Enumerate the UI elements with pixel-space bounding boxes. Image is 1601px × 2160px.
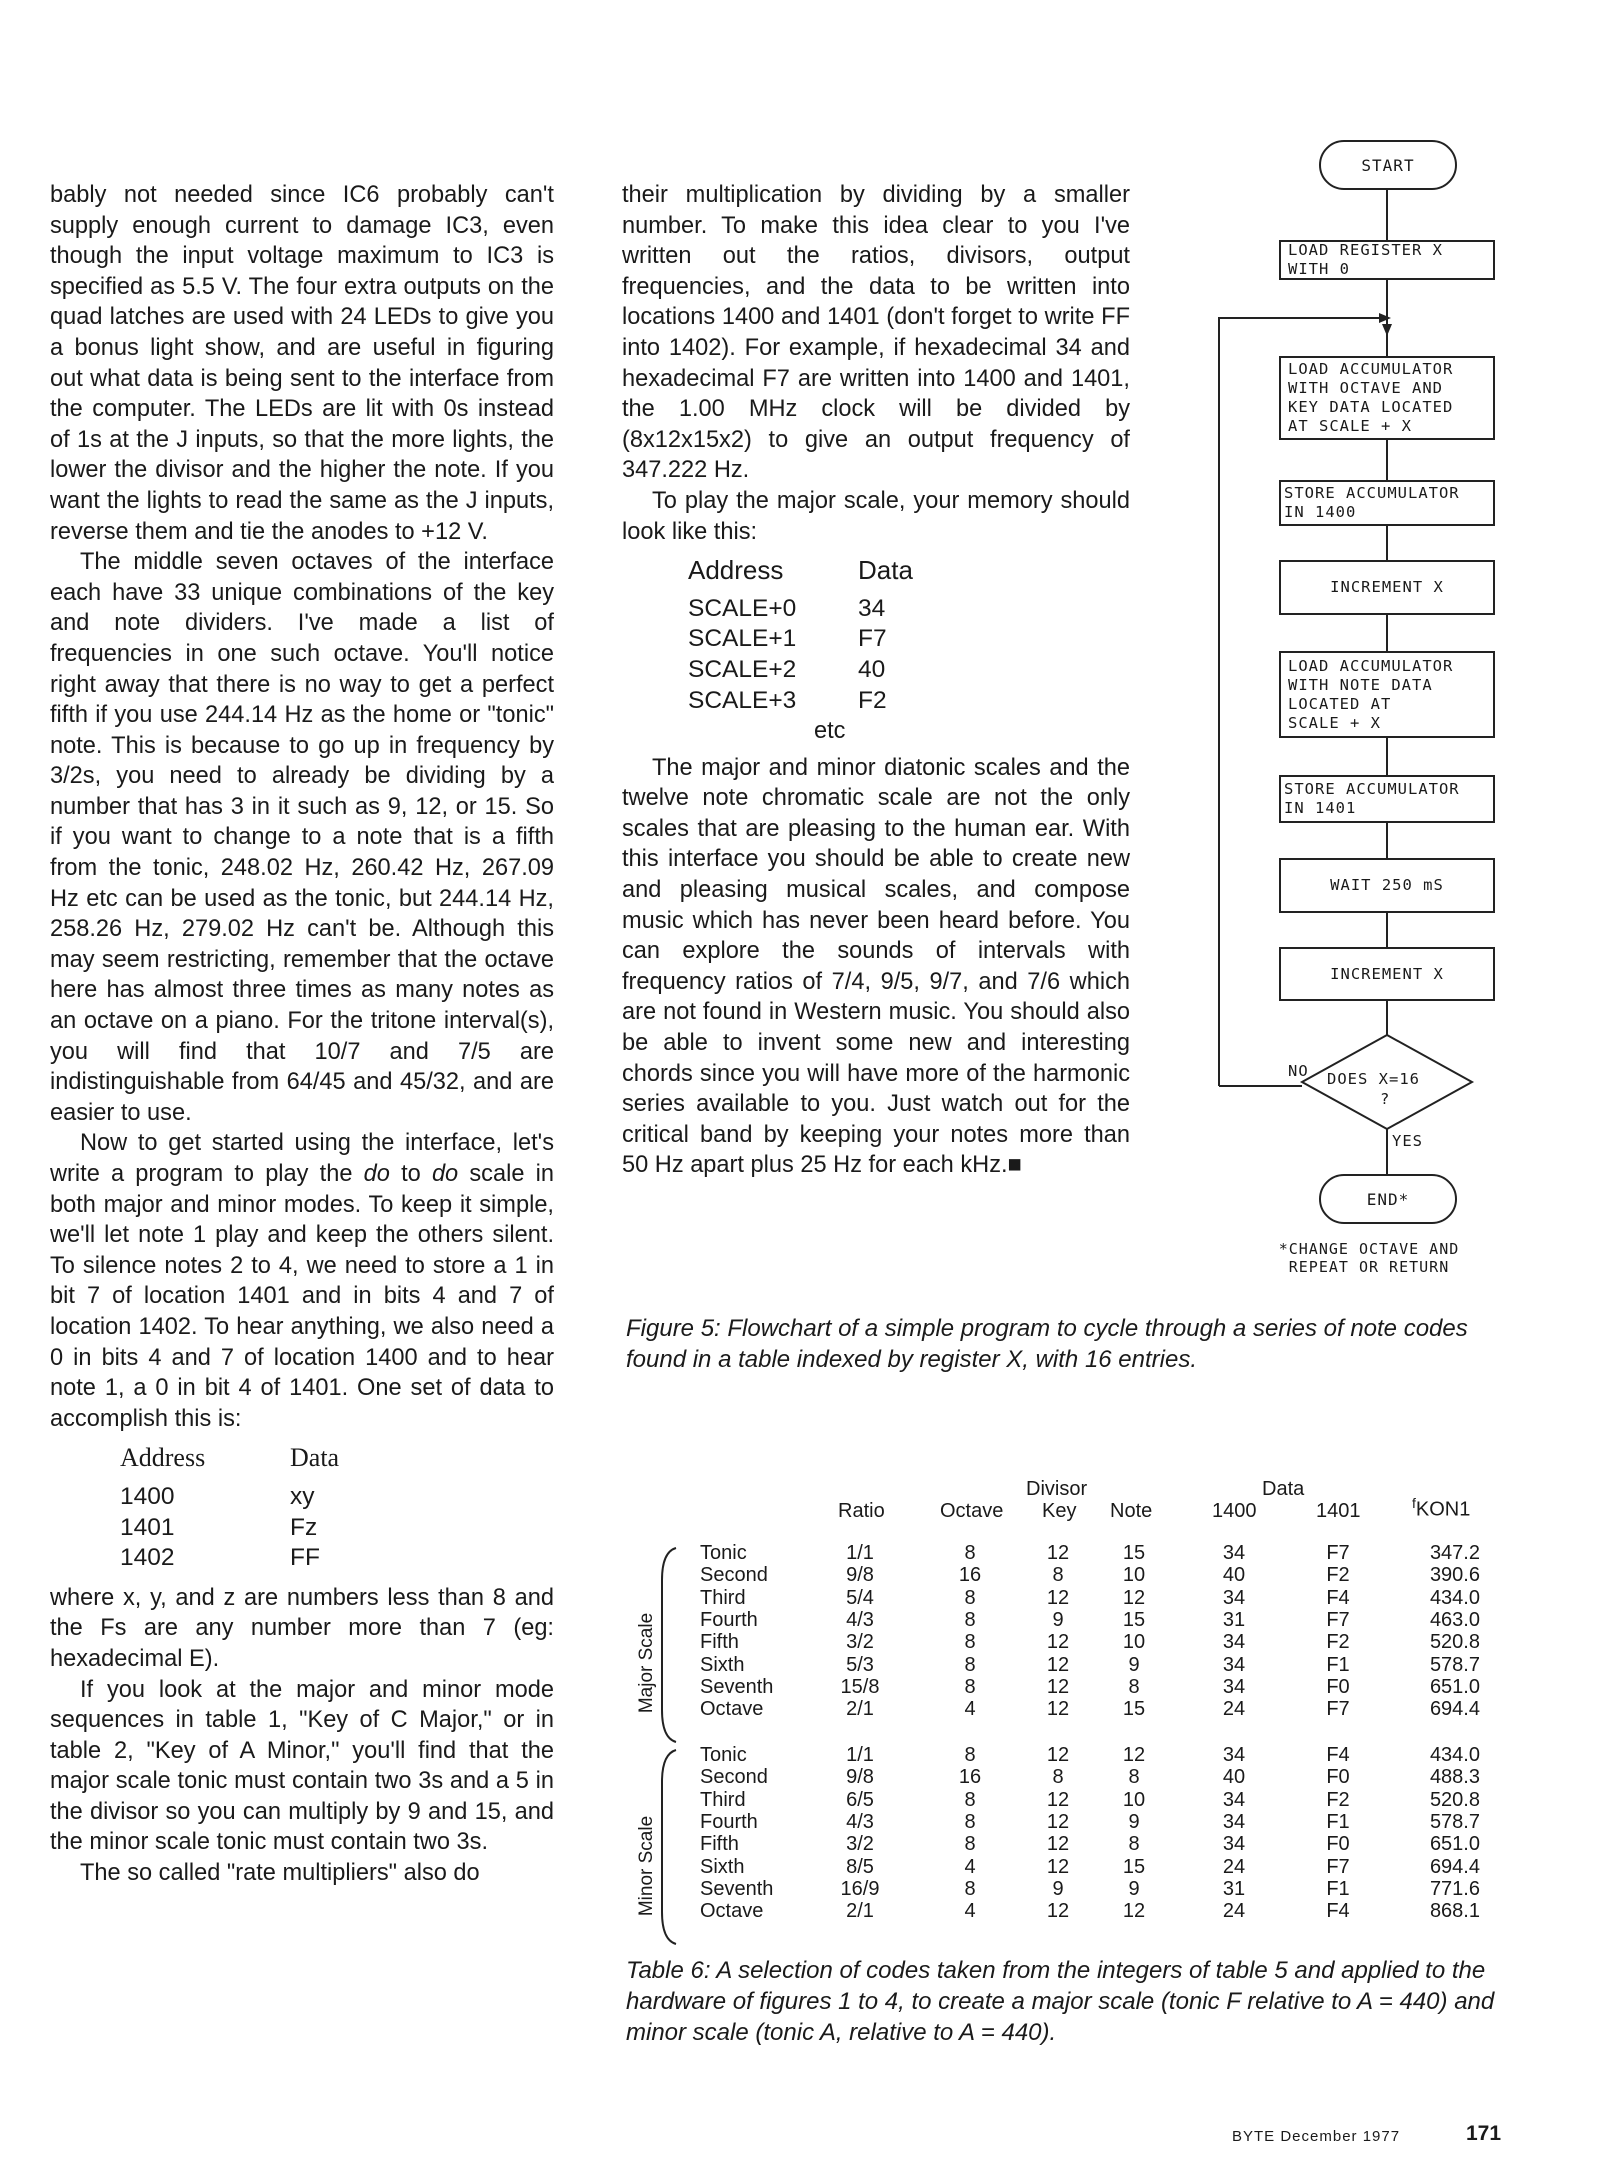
table-cell: 4 [964, 1855, 976, 1878]
flowchart-footnote: *CHANGE OCTAVE AND REPEAT OR RETURN [1278, 1240, 1460, 1276]
table-cell: 34 [1222, 1675, 1246, 1698]
row-label: Seventh [700, 1877, 774, 1900]
row-label: Octave [700, 1698, 764, 1721]
paragraph: The major and minor diatonic scales and the twelve note chromatic scale are not the only scales that are pleasing to the human ear. With this interface you should be able to create new and pleasing musical scales, and compose music which has never been heard before. You can explore the sounds of intervals with frequency ratios of 7/4, 9/5, 9/7, and 7/6 which are not found in Western music. You should also be able to invent some new and interesting chords since you will have more of the harmonic series available to you. Just watch out for the critical band by keeping your notes more than 50 Hz apart plus 25 Hz for each kHz.■ [622, 754, 1130, 1179]
col-header-key: Key [1042, 1500, 1077, 1522]
table-cell: 34 [1222, 1744, 1246, 1766]
row-label: Second [700, 1766, 768, 1789]
table-cell: 10 [1122, 1631, 1146, 1654]
table-cell: 8 [964, 1877, 976, 1900]
table-cell: 9 [1052, 1608, 1064, 1631]
table-cell: 434.0 [1429, 1744, 1480, 1766]
table-cell: 15 [1122, 1608, 1146, 1631]
table-cell: 34 [1222, 1542, 1246, 1564]
col-header-1401: 1401 [1316, 1500, 1361, 1522]
table-cell: 12 [1046, 1900, 1070, 1923]
left-column [50, 180, 554, 1889]
row-label: Tonic [700, 1744, 747, 1766]
row-label: Seventh [700, 1675, 774, 1698]
table-cell: 10 [1122, 1788, 1146, 1811]
row-label: Fifth [700, 1631, 739, 1654]
table-cell: F4 [1326, 1900, 1350, 1923]
table-cell: 24 [1222, 1855, 1246, 1878]
table-cell: 15 [1122, 1542, 1146, 1564]
table-cell: F0 [1326, 1675, 1350, 1698]
table-cell: 8 [964, 1586, 976, 1609]
flow-box-increment-x: INCREMENT X [1279, 560, 1495, 615]
table-cell: 34 [1222, 1788, 1246, 1811]
table-cell: 12 [1122, 1744, 1146, 1766]
table-cell: 8 [964, 1788, 976, 1811]
col-header-ratio: Ratio [838, 1500, 885, 1522]
table-cell: F2 [1326, 1564, 1350, 1587]
table-cell: 12 [1046, 1653, 1070, 1676]
table-cell: 12 [1046, 1631, 1070, 1654]
divisor-group-header: Divisor [1026, 1478, 1088, 1500]
table-6 [620, 0, 1520, 2160]
row-label: Third [700, 1586, 746, 1609]
table-cell: 12 [1046, 1855, 1070, 1878]
table-cell: F7 [1326, 1608, 1350, 1631]
row-label: Fifth [700, 1833, 739, 1856]
table-cell: 34 [1222, 1810, 1246, 1833]
table-cell: 12 [1046, 1586, 1070, 1609]
table-cell: 16/9 [840, 1877, 880, 1900]
table-cell: 8 [964, 1833, 976, 1856]
table-cell: 31 [1222, 1608, 1246, 1631]
table-caption: Table 6: A selection of codes taken from the integers of table 5 and applied to the hardware of figures 1 to 4, to create a major scale (tonic F relative to A = 440) and minor scale (tonic A, relative to A = 440). [626, 1957, 1495, 2046]
table-cell: 9 [1128, 1810, 1140, 1833]
flow-box-load-accumulator-octave: LOAD ACCUMULATOR WITH OCTAVE AND KEY DATA LOCATED AT SCALE + X [1279, 356, 1495, 440]
table-cell: 16 [958, 1564, 982, 1587]
table-cell: 3/2 [846, 1833, 874, 1856]
col-header-octave: Octave [940, 1500, 1004, 1522]
paragraph: their multiplication by dividing by a smaller number. To make this idea clear to you I've written out the ratios, divisors, output frequencies, and the data to be written into locations 1400 and 1401 (don't forget to write FF into 1402). For example, if hexadecimal 34 and hexadecimal F7 are written into 1400 and 1401, the 1.00 MHz clock will be divided by (8x12x15x2) to give an output frequency of 347.222 Hz. [622, 182, 1130, 484]
table-cell: 34 [1222, 1653, 1246, 1676]
paragraph: bably not needed since IC6 probably can't supply enough current to damage IC3, even though the input voltage maximum to IC3 is specified as 5.5 V. The four extra outputs on the quad latches are used with 24 LEDs to give you a bonus light show, and are useful in figuring out what data is being sent to the interface from the computer. The LEDs are lit with 0s instead of 1s at the J inputs, so that the more lights, the lower the divisor and the higher the note. If you want the lights to read the same as the J inputs, reverse them and tie the anodes to +12 V. [50, 182, 554, 545]
table-cell: 12 [1046, 1788, 1070, 1811]
scale-memory-listing: Address Data SCALE+0 34 SCALE+1 F7 SCALE+2 40 SCALE+3 F2 [688, 555, 913, 714]
table-cell: 12 [1046, 1542, 1070, 1564]
table-cell: 31 [1222, 1877, 1246, 1900]
decision-text: DOES X=16 [1327, 1070, 1420, 1088]
paragraph: The so called "rate multipliers" also do [80, 1860, 480, 1887]
table-cell: 15 [1122, 1855, 1146, 1878]
row-label: Octave [700, 1900, 764, 1923]
flow-box-increment-x-2: INCREMENT X [1279, 947, 1495, 1001]
row-label: Third [700, 1788, 746, 1811]
table-cell: 8/5 [846, 1855, 874, 1878]
row-label: Tonic [700, 1542, 747, 1564]
table-cell: 434.0 [1429, 1586, 1480, 1609]
table-cell: F1 [1326, 1810, 1350, 1833]
col-header-fkon1: $^f$KON1 [1412, 1495, 1471, 1521]
table-cell: 9/8 [846, 1766, 874, 1789]
table-cell: 12 [1046, 1833, 1070, 1856]
table-cell: 9 [1128, 1877, 1140, 1900]
table-cell: 5/4 [846, 1586, 874, 1609]
table-cell: 10 [1122, 1564, 1146, 1587]
flow-box-load-accumulator-note: LOAD ACCUMULATOR WITH NOTE DATA LOCATED AT SCALE + X [1279, 651, 1495, 738]
table-cell: 390.6 [1429, 1564, 1480, 1587]
table-cell: 4/3 [846, 1608, 874, 1631]
table-cell: 651.0 [1429, 1833, 1480, 1856]
flow-box-load-register: LOAD REGISTER X WITH 0 [1279, 240, 1495, 280]
table-cell: 2/1 [846, 1900, 874, 1923]
table-cell: 2/1 [846, 1698, 874, 1721]
table-cell: 24 [1222, 1698, 1246, 1721]
table-cell: 9 [1128, 1653, 1140, 1676]
table-cell: F2 [1326, 1788, 1350, 1811]
decision-question-mark: ? [1380, 1090, 1391, 1108]
paragraph: Now to get started using the interface, let's write a program to play the do to do scale in both major and minor modes. To keep it simple, we'll let note 1 play and keep the others silent. To silence notes 2 to 4, we need to store a 1 in bit 7 of location 1401 and in bits 4 and 7 of location 1402. To hear anything, we also need a 0 in bits 4 and 7 of location 1400 and to hear note 1, a 0 in bit 4 of 1401. One set of data to accomplish this is: [50, 1130, 554, 1432]
table-cell: 16 [958, 1766, 982, 1789]
table-cell: F2 [1326, 1631, 1350, 1654]
table-cell: 8 [964, 1744, 976, 1766]
table-cell: 463.0 [1429, 1608, 1480, 1631]
row-group-brackets [652, 1540, 692, 2140]
table-cell: 8 [1128, 1766, 1140, 1789]
table-cell: 15 [1122, 1698, 1146, 1721]
table-cell: 8 [1052, 1564, 1064, 1587]
flow-box-store-1400: STORE ACCUMULATOR IN 1400 [1279, 480, 1495, 526]
table-cell: 520.8 [1429, 1631, 1480, 1654]
paragraph: If you look at the major and minor mode sequences in table 1, "Key of C Major," or in table 2, "Key of A Minor," you'll find that the major scale tonic must contain two 3s and a 5 in the divisor so you can multiply by 9 and 15, and the minor scale tonic must contain two 3s. [50, 1676, 554, 1856]
table-cell: 771.6 [1429, 1877, 1480, 1900]
etc-label: etc [814, 718, 846, 745]
table-cell: 1/1 [846, 1542, 874, 1564]
paragraph: where x, y, and z are numbers less than 8 and the Fs are any number more than 7 (eg: hexadecimal E). [50, 1584, 554, 1672]
table-cell: F7 [1326, 1542, 1350, 1564]
table-cell: 651.0 [1429, 1675, 1480, 1698]
table-cell: 34 [1222, 1631, 1246, 1654]
end-mark: ■ [1007, 1152, 1022, 1179]
table-cell: 578.7 [1429, 1653, 1480, 1676]
table-cell: F7 [1326, 1698, 1350, 1721]
table-cell: F4 [1326, 1744, 1350, 1766]
table-cell: 8 [1052, 1766, 1064, 1789]
data-group-header: Data [1262, 1478, 1305, 1500]
table-cell: 1/1 [846, 1744, 874, 1766]
table-cell: 24 [1222, 1900, 1246, 1923]
table-cell: 8 [964, 1631, 976, 1654]
table-cell: 4 [964, 1698, 976, 1721]
table-cell: 4 [964, 1900, 976, 1923]
row-label: Second [700, 1564, 768, 1587]
table-cell: 12 [1046, 1810, 1070, 1833]
table-cell: 868.1 [1429, 1900, 1480, 1923]
end-terminal: END* [1319, 1174, 1457, 1224]
table-cell: 40 [1222, 1766, 1246, 1789]
address-data-listing: Address Data 1400 xy 1401 Fz 1402 FF [120, 1443, 340, 1572]
flow-box-store-1401: STORE ACCUMULATOR IN 1401 [1279, 775, 1495, 823]
table-cell: 6/5 [846, 1788, 874, 1811]
table-cell: F0 [1326, 1833, 1350, 1856]
table-cell: 15/8 [840, 1675, 880, 1698]
table-cell: 8 [964, 1542, 976, 1564]
table-cell: 694.4 [1429, 1855, 1480, 1878]
table-cell: 8 [964, 1810, 976, 1833]
no-label: NO [1288, 1062, 1309, 1080]
table-cell: 12 [1046, 1675, 1070, 1698]
table-cell: 34 [1222, 1586, 1246, 1609]
table-cell: F7 [1326, 1855, 1350, 1878]
figure-caption: Figure 5: Flowchart of a simple program to cycle through a series of note codes found in a table indexed by register X, with 16 entries. [626, 1315, 1468, 1373]
journal-footer: BYTE December 1977 [1232, 2128, 1401, 2145]
table-cell: 9 [1052, 1877, 1064, 1900]
table-cell: 694.4 [1429, 1698, 1480, 1721]
table-cell: 8 [964, 1675, 976, 1698]
paragraph: The middle seven octaves of the interface each have 33 unique combinations of the key and note dividers. I've made a list of frequencies in one such octave. You'll notice right away that there is no way to get a perfect fifth if you use 244.14 Hz as the home or "tonic" note. This is because to go up in frequency by 3/2s, you need to already be dividing by a number that has 3 in it such as 9, 12, or 15. So if you want to change to a note that is a fifth from the tonic, 248.02 Hz, 260.42 Hz, 267.09 Hz etc can be used as the tonic, but 244.14 Hz, 258.26 Hz, 279.02 Hz can't be. Although this may seem restricting, remember that the octave here has almost three times as many notes as an octave on a piano. For the tritone interval(s), you will find that 10/7 and 7/5 are indistinguishable from 64/45 and 45/32, and are easier to use. [50, 549, 554, 1126]
table-cell: 347.2 [1429, 1542, 1480, 1564]
table-cell: 4/3 [846, 1810, 874, 1833]
minor-scale-label: Minor Scale [636, 1815, 657, 1917]
table-cell: F4 [1326, 1586, 1350, 1609]
col-header-note: Note [1110, 1500, 1153, 1522]
table-cell: 12 [1122, 1586, 1146, 1609]
table-cell: 488.3 [1429, 1766, 1480, 1789]
table-cell: 8 [964, 1653, 976, 1676]
table-cell: 8 [964, 1608, 976, 1631]
page-number: 171 [1466, 2122, 1502, 2145]
row-label: Sixth [700, 1855, 745, 1878]
table-cell: F0 [1326, 1766, 1350, 1789]
paragraph: To play the major scale, your memory should look like this: [622, 487, 1130, 545]
yes-label: YES [1392, 1132, 1423, 1150]
table-cell: 578.7 [1429, 1810, 1480, 1833]
table-cell: 9/8 [846, 1564, 874, 1587]
start-terminal: START [1319, 140, 1457, 190]
table-cell: 12 [1046, 1698, 1070, 1721]
table-cell: 40 [1222, 1564, 1246, 1587]
row-label: Sixth [700, 1653, 745, 1676]
table-cell: 5/3 [846, 1653, 874, 1676]
table-cell: 12 [1122, 1900, 1146, 1923]
major-scale-label: Major Scale [636, 1612, 657, 1714]
row-label: Fourth [700, 1810, 758, 1833]
col-header-1400: 1400 [1212, 1500, 1257, 1522]
table-cell: F1 [1326, 1877, 1350, 1900]
table-cell: 8 [1128, 1833, 1140, 1856]
table-cell: 3/2 [846, 1631, 874, 1654]
table-cell: 8 [1128, 1675, 1140, 1698]
row-label: Fourth [700, 1608, 758, 1631]
table-cell: 520.8 [1429, 1788, 1480, 1811]
table-cell: 34 [1222, 1833, 1246, 1856]
table-cell: F1 [1326, 1653, 1350, 1676]
flow-box-wait: WAIT 250 mS [1279, 858, 1495, 913]
table-cell: 12 [1046, 1744, 1070, 1766]
